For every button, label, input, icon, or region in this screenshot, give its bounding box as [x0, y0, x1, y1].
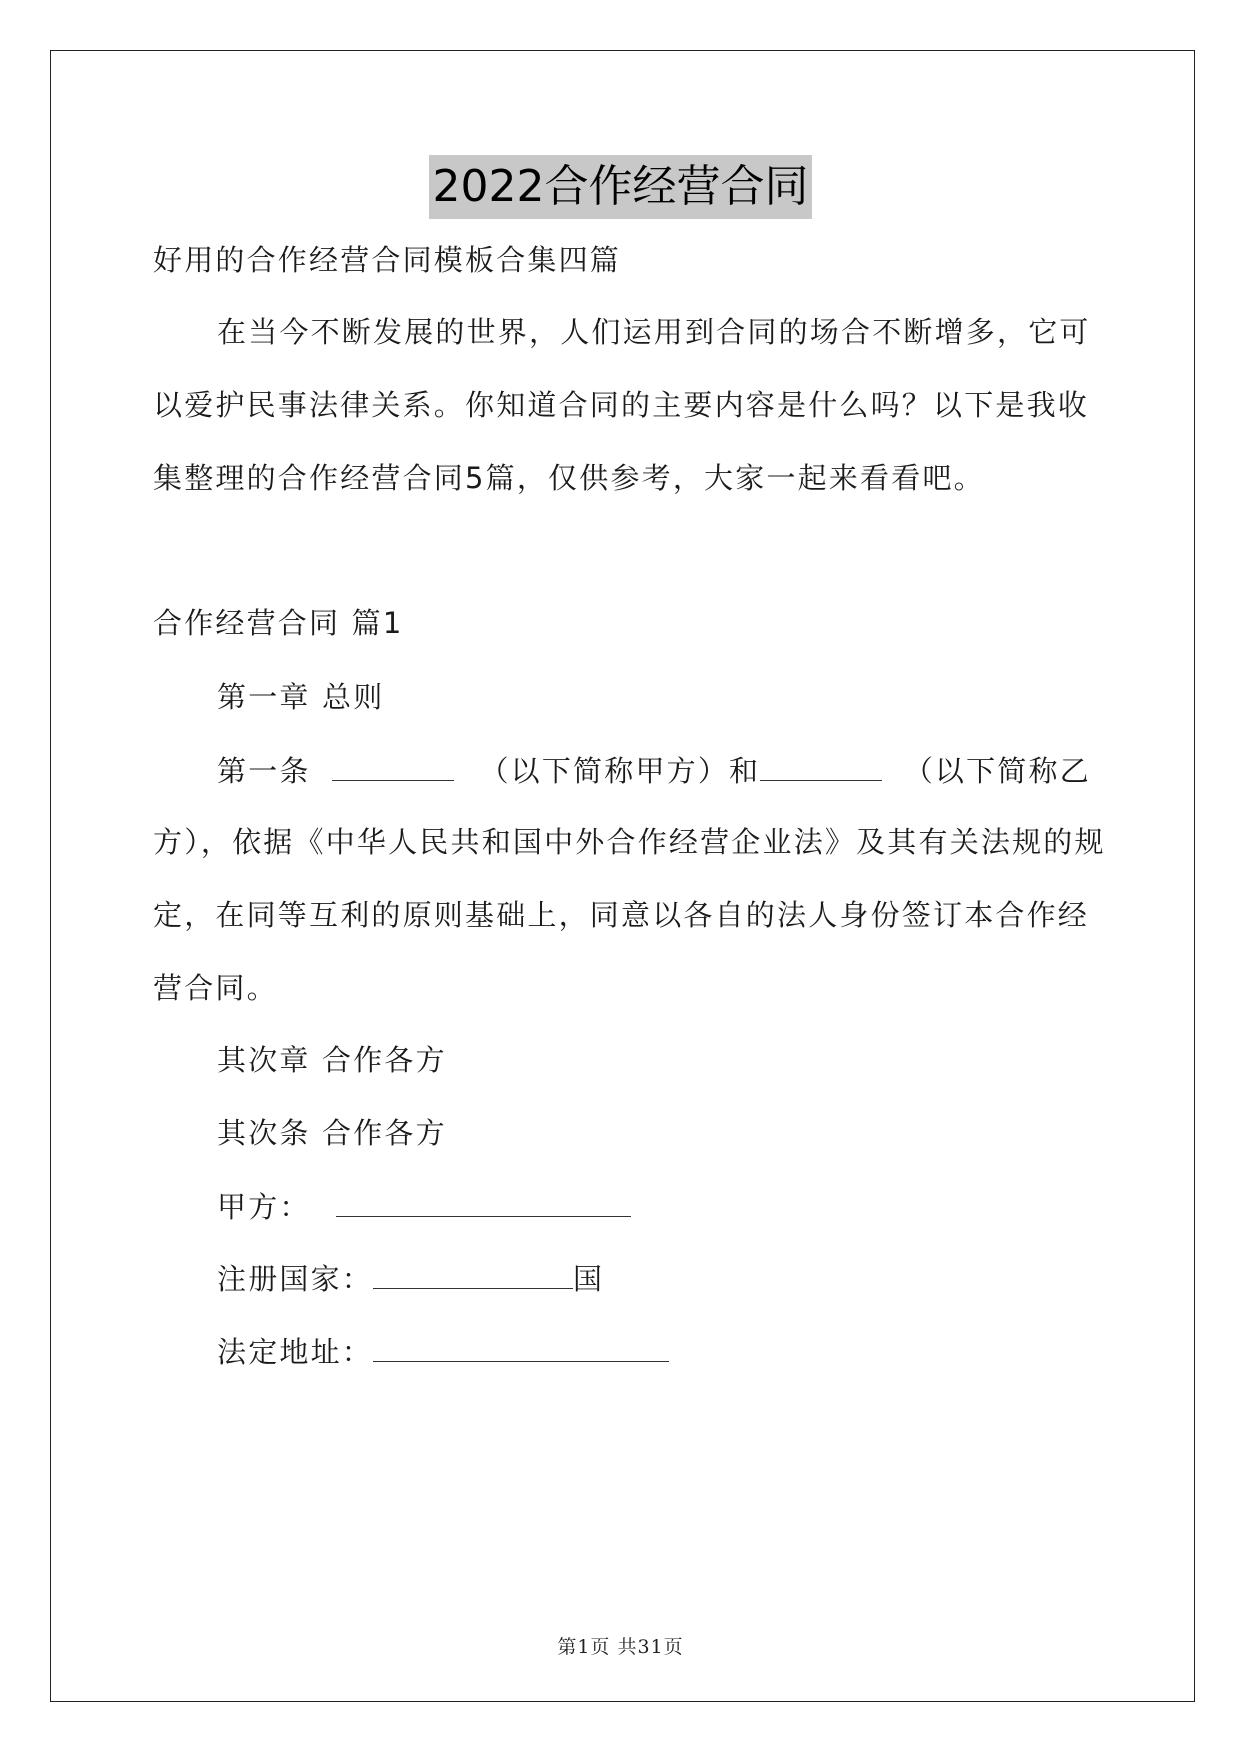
article-1-line-3: 定，在同等互利的原则基础上，同意以各自的法人身份签订本合作经	[153, 898, 1090, 932]
party-a-row	[217, 1186, 631, 1227]
chapter-2-heading: 其次章 合作各方	[217, 1043, 447, 1077]
document-title: 2022合作经营合同	[429, 155, 813, 219]
article-1-tail: （以下简称乙	[903, 754, 1091, 788]
intro-line-3: 集整理的合作经营合同5篇，仅供参考，大家一起来看看吧。	[153, 461, 985, 495]
party-a-short-name-blank[interactable]	[332, 750, 454, 781]
intro-line-2: 以爱护民事法律关系。你知道合同的主要内容是什么吗？以下是我收	[153, 388, 1090, 422]
page-footer: 第1页 共31页	[557, 1636, 684, 1658]
party-a-blank[interactable]	[336, 1186, 631, 1217]
address-label: 法定地址：	[217, 1335, 374, 1369]
country-row	[217, 1258, 604, 1299]
article-1-lead: 第一条	[217, 754, 311, 788]
party-a-label: 甲方：	[217, 1190, 311, 1224]
section-heading: 合作经营合同 篇1	[153, 606, 404, 640]
country-label: 注册国家：	[217, 1262, 374, 1296]
address-blank[interactable]	[373, 1331, 669, 1362]
title-container	[0, 155, 1241, 219]
intro-line-1: 在当今不断发展的世界，人们运用到合同的场合不断增多，它可	[217, 315, 1091, 349]
document-subtitle: 好用的合作经营合同模板合集四篇	[153, 243, 622, 277]
page-border	[50, 50, 1195, 1702]
article-1-mid: （以下简称甲方）和	[479, 754, 761, 788]
article-1-line-2: 方），依据《中华人民共和国中外合作经营企业法》及其有关法规的规	[153, 825, 1106, 859]
article-1-line-4: 营合同。	[153, 971, 278, 1005]
party-b-short-name-blank[interactable]	[760, 750, 882, 781]
country-suffix: 国	[573, 1262, 605, 1296]
chapter-1-heading: 第一章 总则	[217, 680, 385, 714]
article-1-line-1	[217, 750, 1091, 791]
address-row	[217, 1331, 669, 1372]
country-blank[interactable]	[373, 1258, 573, 1289]
article-2-heading: 其次条 合作各方	[217, 1116, 447, 1150]
